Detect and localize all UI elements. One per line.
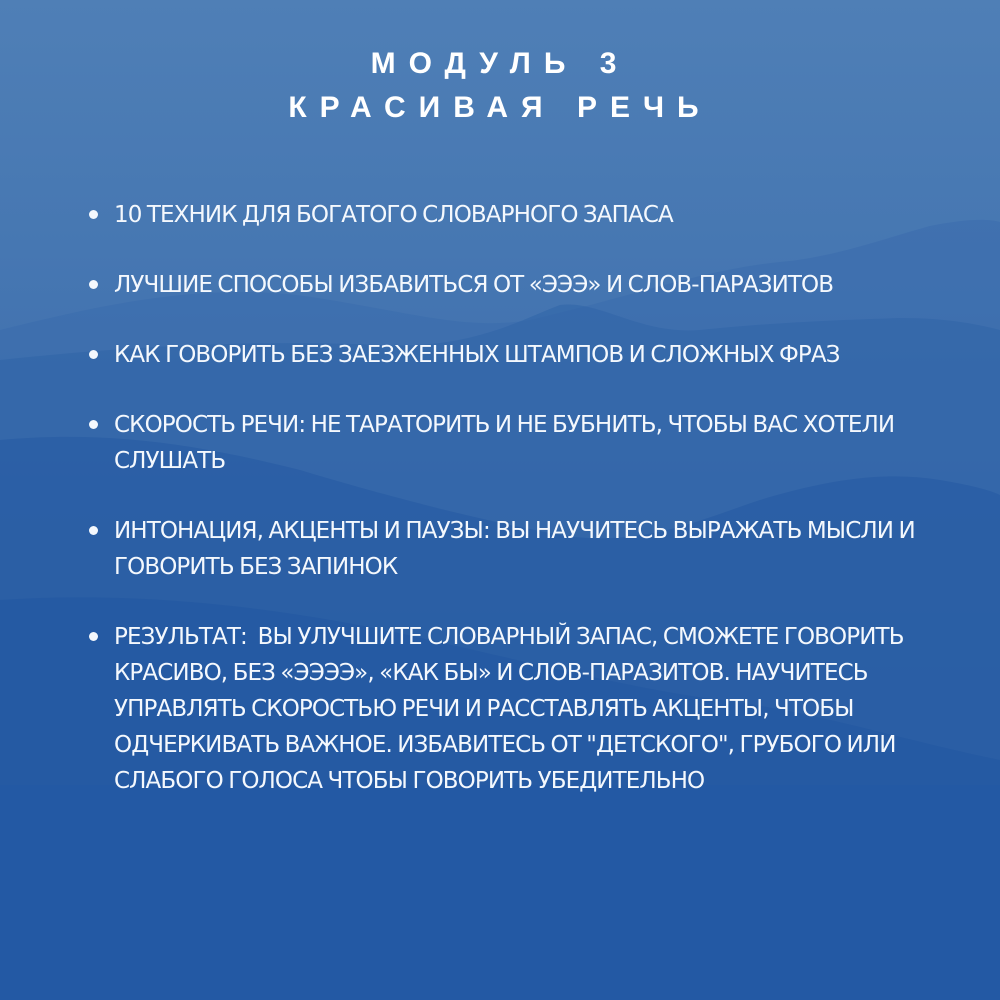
list-item bbox=[86, 337, 966, 373]
bullet-icon bbox=[89, 420, 98, 429]
list-item-text: КАК ГОВОРИТЬ БЕЗ ЗАЕЗЖЕННЫХ ШТАМПОВ И СЛОЖНЫХ ФРАЗ bbox=[114, 342, 840, 368]
bullet-icon bbox=[89, 632, 98, 641]
bullet-icon bbox=[89, 350, 98, 359]
list-item bbox=[86, 267, 966, 303]
list-item-text: ЛУЧШИЕ СПОСОБЫ ИЗБАВИТЬСЯ ОТ «ЭЭЭ» И СЛОВ-ПАРАЗИТОВ bbox=[114, 272, 834, 298]
module-subtitle: КРАСИВАЯ РЕЧЬ bbox=[288, 91, 712, 124]
bullet-icon bbox=[89, 280, 98, 289]
bullet-icon bbox=[89, 210, 98, 219]
list-item-text: ИНТОНАЦИЯ, АКЦЕНТЫ И ПАУЗЫ: ВЫ НАУЧИТЕСЬ ВЫРАЖАТЬ МЫСЛИ И ГОВОРИТЬ БЕЗ ЗАПИНОК bbox=[114, 518, 926, 580]
list-item bbox=[86, 407, 966, 479]
bullet-icon bbox=[89, 526, 98, 535]
list-item bbox=[86, 197, 966, 233]
topics-list bbox=[86, 197, 966, 833]
list-item bbox=[86, 513, 966, 585]
list-item bbox=[86, 619, 966, 799]
list-item-text: СКОРОСТЬ РЕЧИ: НЕ ТАРАТОРИТЬ И НЕ БУБНИТЬ, ЧТОБЫ ВАС ХОТЕЛИ СЛУШАТЬ bbox=[114, 412, 900, 474]
module-title: МОДУЛЬ 3 bbox=[370, 47, 630, 80]
list-item-text: 10 ТЕХНИК ДЛЯ БОГАТОГО СЛОВАРНОГО ЗАПАСА bbox=[114, 202, 673, 228]
list-item-text: РЕЗУЛЬТАТ: ВЫ УЛУЧШИТЕ СЛОВАРНЫЙ ЗАПАС, СМОЖЕТЕ ГОВОРИТЬ КРАСИВО, БЕЗ «ЭЭЭЭ», «КАК БЫ» И СЛОВ-ПАРАЗИТОВ. НАУЧИТЕСЬ УПРАВЛЯТЬ СКОРОСТЬЮ РЕЧИ И РАССТАВЛЯТЬ АКЦЕНТЫ, ЧТОБЫ ОДЧЕРКИВАТЬ ВАЖНОЕ. ИЗБАВИТЕСЬ ОТ "ДЕТСКОГО", ГРУБОГО ИЛИ СЛАБОГО ГОЛОСА ЧТОБЫ ГОВОРИТЬ УБЕДИТЕЛЬНО bbox=[114, 624, 909, 794]
